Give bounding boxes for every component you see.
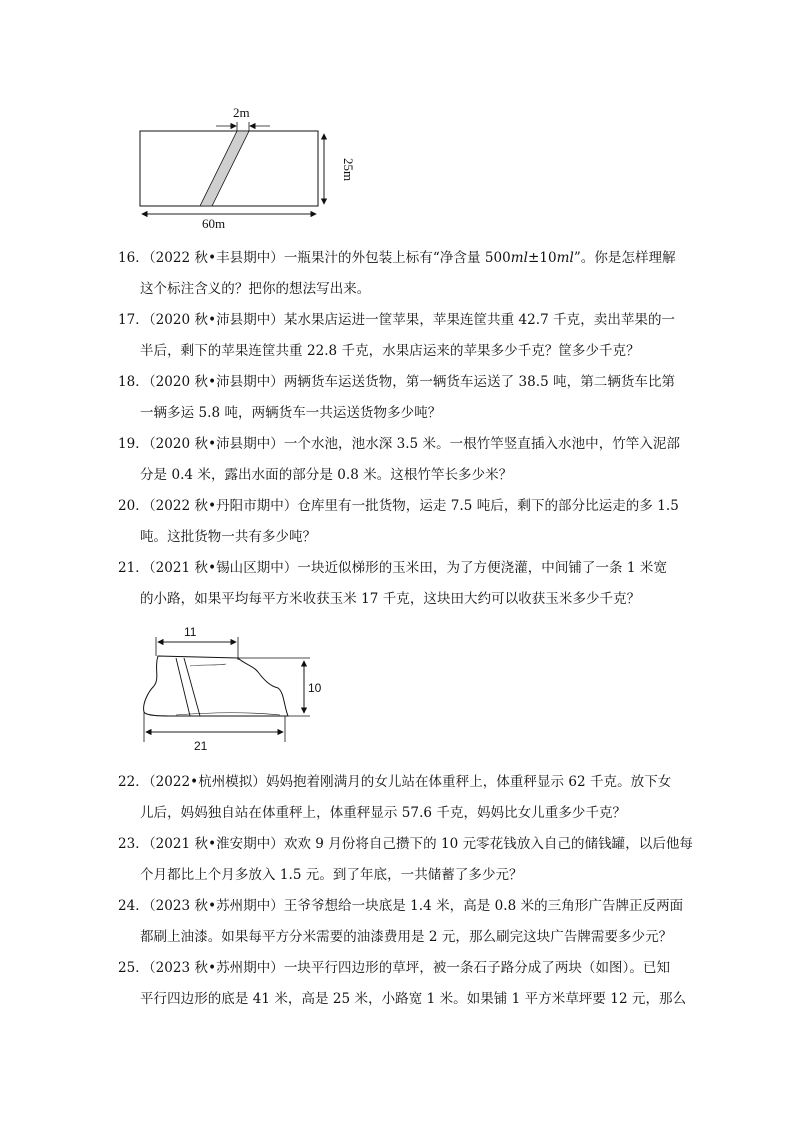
problem-24-line-2: 都刷上油漆。如果每平方分米需要的油漆费用是 2 元，那么刷完这块广告牌需要多少元？ [140,929,673,945]
problem-16-line-1: 16．（2022 秋•丰县期中）一瓶果汁的外包装上标有“净含量 500 [118,250,511,266]
bottom-base-label: 21 [194,739,208,753]
problem-25 [118,953,687,1015]
problem-23-line-1: 23．（2021 秋•淮安期中）欢欢 9 月份将自己攒下的 10 元零花钱放入自己的储钱罐，以后他每 [118,836,693,852]
problem-16-line-2: 这个标注含义的？把你的想法写出来。 [140,281,371,297]
problem-17-line-1: 17．（2020 秋•沛县期中）某水果店运进一筐苹果，苹果连筐共重 42.7 千克，卖出苹果的一 [118,312,676,328]
problem-22-line-2: 儿后，妈妈独自站在体重秤上，体重秤显示 57.6 千克，妈妈比女儿重多少千克？ [140,805,627,821]
problem-17-line-2: 半后，剩下的苹果连筐共重 22.8 千克，水果店运来的苹果多少千克？筐多少千克？ [140,343,640,359]
problem-16-line-1-end: ”。你是怎样理解 [573,250,676,266]
problem-16 [118,243,678,305]
problem-24 [118,891,684,953]
problem-list-2 [118,767,693,1015]
problem-25-line-2: 平行四边形的底是 41 米，高是 25 米，小路宽 1 米。如果铺 1 平方米草坪要 12 元，那么 [140,991,687,1007]
trapezoid-field-figure [132,620,332,755]
problem-24-line-1: 24．（2023 秋•苏州期中）王爷爷想给一块底是 1.4 米，高是 0.8 米的三角形广告牌正反两面 [118,898,684,914]
unit-ml: ml [556,250,574,266]
problem-19-line-1: 19．（2020 秋•沛县期中）一个水池，池水深 3.5 米。一根竹竿竖直插入水池中，竹竿入泥部 [118,436,680,452]
rectangle-base-label: 60m [202,216,226,231]
problem-21-line-1: 21．（2021 秋•锡山区期中）一块近似梯形的玉米田，为了方便浇灌，中间铺了一条 1 米宽 [118,560,668,576]
rectangle-height-label: 25m [341,158,356,182]
problem-23-line-2: 个月都比上个月多放入 1.5 元。到了年底，一共储蓄了多少元？ [140,867,523,883]
problem-16-tolerance: ±10 [527,250,557,266]
problem-20-line-2: 吨。这批货物一共有多少吨？ [140,529,317,545]
top-base-label: 11 [184,625,197,639]
problem-22-line-1: 22．（2022•杭州模拟）妈妈抱着刚满月的女儿站在体重秤上，体重秤显示 62 千克。放下女 [118,774,672,790]
problem-list [118,243,678,615]
problem-19 [118,429,678,491]
problem-17 [118,305,678,367]
problem-21 [118,553,678,615]
problem-23 [118,829,693,891]
problem-18 [118,367,678,429]
problem-25-line-1: 25．（2023 秋•苏州期中）一块平行四边形的草坪，被一条石子路分成了两块（如图）。已知 [118,960,671,976]
height-label: 10 [308,681,322,695]
rectangle-path-figure [132,100,362,240]
slanted-path [200,131,249,206]
problem-21-line-2: 的小路，如果平均每平方米收获玉米 17 千克，这块田大约可以收获玉米多少千克？ [140,591,641,607]
problem-19-line-2: 分是 0.4 米，露出水面的部分是 0.8 米。这根竹竿长多少米？ [140,467,513,483]
problem-20 [118,491,678,553]
problem-20-line-1: 20．（2022 秋•丹阳市期中）仓库里有一批货物，运走 7.5 吨后，剩下的部分比运走的多 1.5 [118,498,679,514]
problem-18-line-1: 18．（2020 秋•沛县期中）两辆货车运送货物，第一辆货车运送了 38.5 吨，第二辆货车比第 [118,374,676,390]
problem-18-line-2: 一辆多运 5.8 吨，两辆货车一共运送货物多少吨？ [140,405,442,421]
problem-22 [118,767,678,829]
path-width-label: 2m [233,105,250,120]
unit-ml: ml [510,250,528,266]
